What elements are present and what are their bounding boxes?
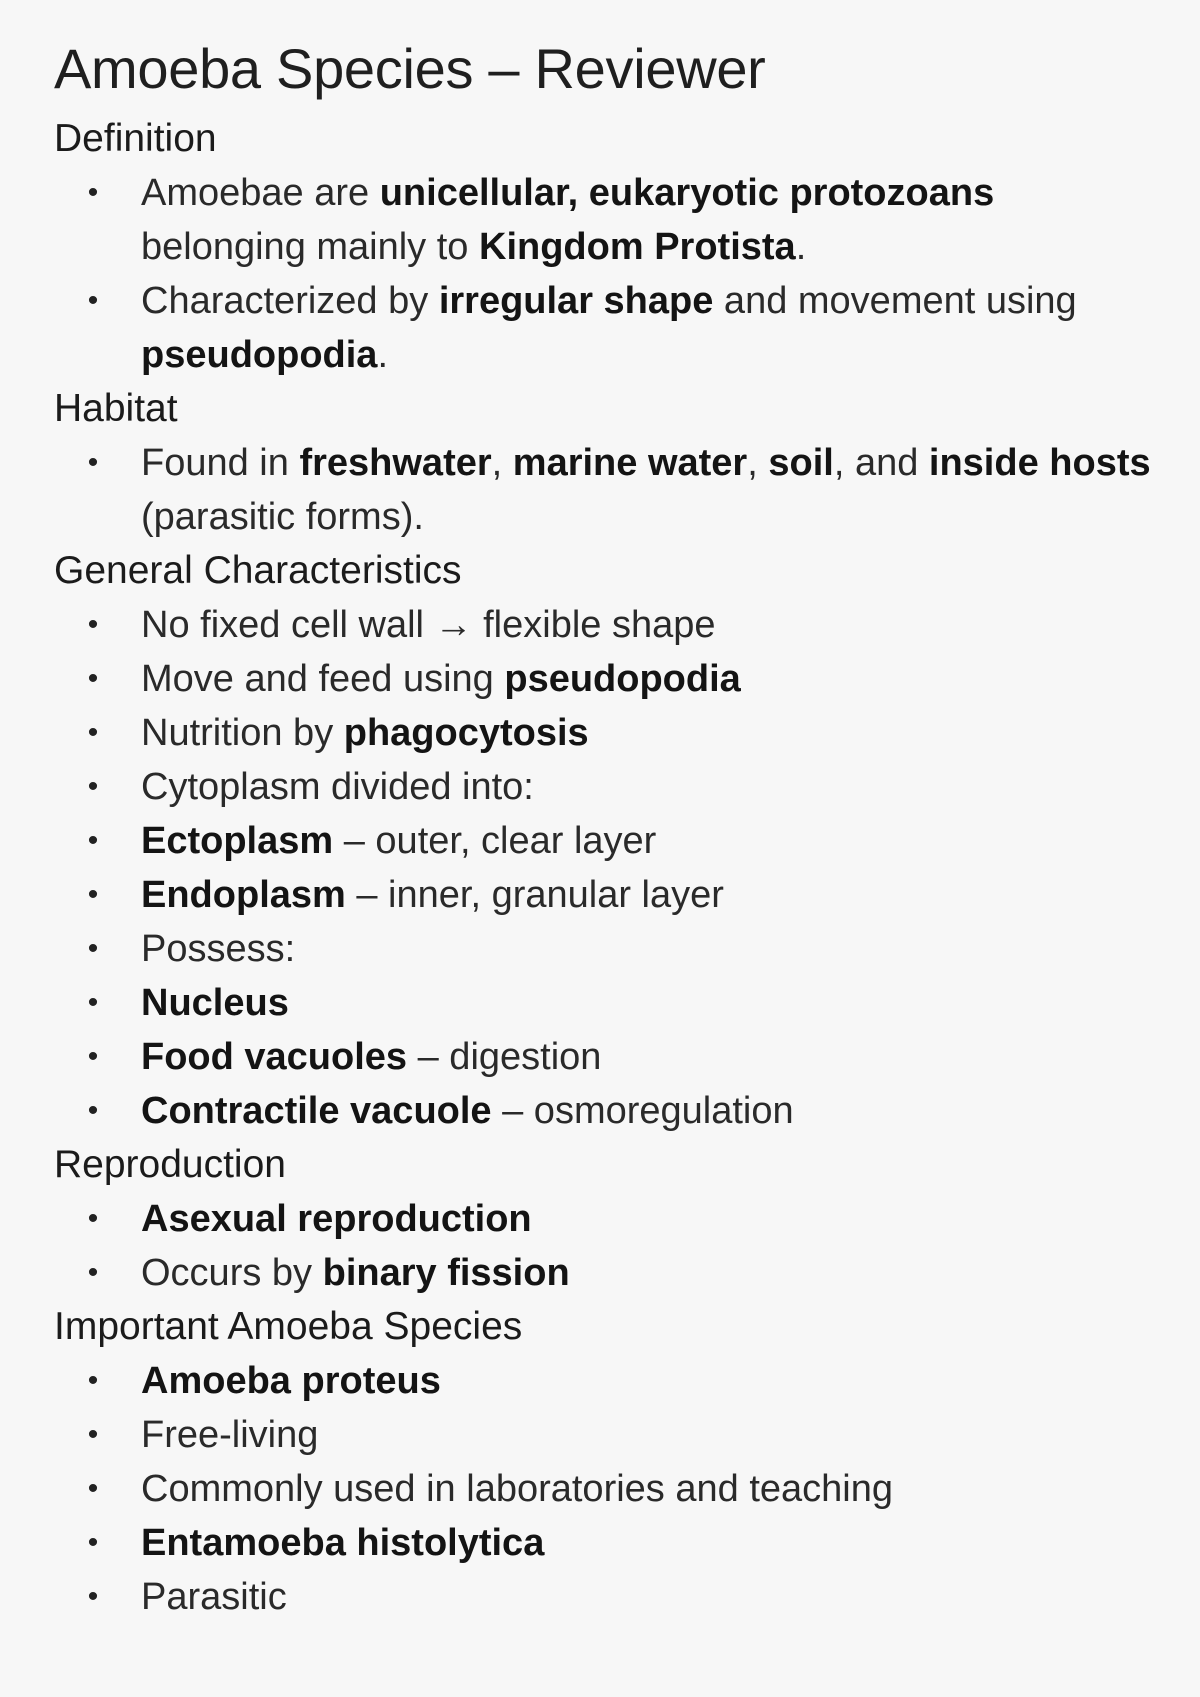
- text: – inner, granular layer: [345, 874, 724, 916]
- section-heading: General Characteristics: [54, 549, 462, 592]
- bold-text: phagocytosis: [343, 712, 589, 754]
- list-item: [54, 1192, 1160, 1246]
- bullet-icon: •: [87, 878, 99, 911]
- bold-text: binary fission: [322, 1252, 570, 1294]
- list-item: [54, 760, 1160, 814]
- bullet-icon: •: [87, 1526, 99, 1559]
- bullet-icon: •: [87, 608, 99, 641]
- section-heading: Habitat: [54, 387, 178, 430]
- text: Cytoplasm divided into:: [141, 766, 534, 808]
- bullet-icon: •: [87, 176, 99, 209]
- list-item: [54, 706, 1160, 760]
- list-item: [54, 598, 1160, 652]
- bullet-icon: •: [87, 1256, 99, 1289]
- bullet-icon: •: [87, 932, 99, 965]
- list-item: [54, 922, 1160, 976]
- bold-text: inside hosts: [928, 442, 1151, 484]
- bullet-list: [54, 1192, 1160, 1300]
- bullet-list: [54, 598, 1160, 1138]
- text: .: [377, 334, 389, 376]
- text: – digestion: [407, 1036, 602, 1078]
- bullet-list: [54, 1354, 1160, 1624]
- text: belonging mainly to: [141, 226, 479, 268]
- list-item: [54, 652, 1160, 706]
- bold-text: Ectoplasm: [141, 820, 334, 862]
- list-item: [54, 1570, 1160, 1624]
- text: Nutrition by: [141, 712, 344, 754]
- list-item: [54, 868, 1160, 922]
- bullet-icon: •: [87, 446, 99, 479]
- bold-text: pseudopodia: [141, 334, 378, 376]
- text: ,: [747, 442, 769, 484]
- section-heading: Important Amoeba Species: [54, 1305, 523, 1348]
- bullet-icon: •: [87, 662, 99, 695]
- section-heading: Definition: [54, 117, 217, 160]
- bullet-icon: •: [87, 1418, 99, 1451]
- bullet-list: [54, 166, 1160, 382]
- bold-text: unicellular, eukaryotic protozoans: [379, 172, 995, 214]
- list-item: [54, 1030, 1160, 1084]
- list-item: [54, 1246, 1160, 1300]
- list-item: [54, 1408, 1160, 1462]
- bullet-list: [54, 436, 1160, 544]
- text: – outer, clear layer: [333, 820, 657, 862]
- bold-text: soil: [768, 442, 834, 484]
- list-item: [54, 814, 1160, 868]
- bold-text: Entamoeba histolytica: [141, 1522, 545, 1564]
- bold-text: Kingdom Protista: [479, 226, 796, 268]
- list-item: [54, 1462, 1160, 1516]
- text: Possess:: [141, 928, 296, 970]
- text: Parasitic: [141, 1576, 287, 1618]
- bold-text: irregular shape: [438, 280, 714, 322]
- bullet-icon: •: [87, 1040, 99, 1073]
- bullet-icon: •: [87, 986, 99, 1019]
- page-title: Amoeba Species – Reviewer: [54, 37, 766, 100]
- list-item: [54, 1516, 1160, 1570]
- bullet-icon: •: [87, 824, 99, 857]
- text: (parasitic forms).: [141, 496, 424, 538]
- bullet-icon: •: [87, 770, 99, 803]
- text: Amoebae are: [141, 172, 380, 214]
- text: – osmoregulation: [491, 1090, 794, 1132]
- text: Occurs by: [141, 1252, 323, 1294]
- list-item: [54, 166, 1160, 274]
- bold-text: Nucleus: [141, 982, 289, 1024]
- sections-container: [54, 112, 1160, 1624]
- text: Commonly used in laboratories and teaching: [141, 1468, 893, 1510]
- bold-text: Amoeba proteus: [141, 1360, 441, 1402]
- text: Free-living: [141, 1414, 319, 1456]
- text: and movement using: [713, 280, 1077, 322]
- bullet-icon: •: [87, 1580, 99, 1613]
- text: ,: [491, 442, 513, 484]
- bold-text: Endoplasm: [141, 874, 346, 916]
- bold-text: Asexual reproduction: [141, 1198, 532, 1240]
- bold-text: marine water: [512, 442, 748, 484]
- bullet-icon: •: [87, 1094, 99, 1127]
- bullet-icon: •: [87, 716, 99, 749]
- bullet-icon: •: [87, 1202, 99, 1235]
- text: Move and feed using: [141, 658, 505, 700]
- bullet-icon: •: [87, 1472, 99, 1505]
- bold-text: pseudopodia: [504, 658, 741, 700]
- text: , and: [833, 442, 929, 484]
- list-item: [54, 976, 1160, 1030]
- text: Found in: [141, 442, 300, 484]
- list-item: [54, 1354, 1160, 1408]
- text: .: [795, 226, 807, 268]
- list-item: [54, 274, 1160, 382]
- bold-text: Food vacuoles: [141, 1036, 408, 1078]
- section-heading: Reproduction: [54, 1143, 286, 1186]
- list-item: [54, 436, 1160, 544]
- bullet-icon: •: [87, 1364, 99, 1397]
- bold-text: Contractile vacuole: [141, 1090, 492, 1132]
- bold-text: freshwater: [299, 442, 492, 484]
- bullet-icon: •: [87, 284, 99, 317]
- text: No fixed cell wall → flexible shape: [141, 604, 716, 646]
- list-item: [54, 1084, 1160, 1138]
- text: Characterized by: [141, 280, 439, 322]
